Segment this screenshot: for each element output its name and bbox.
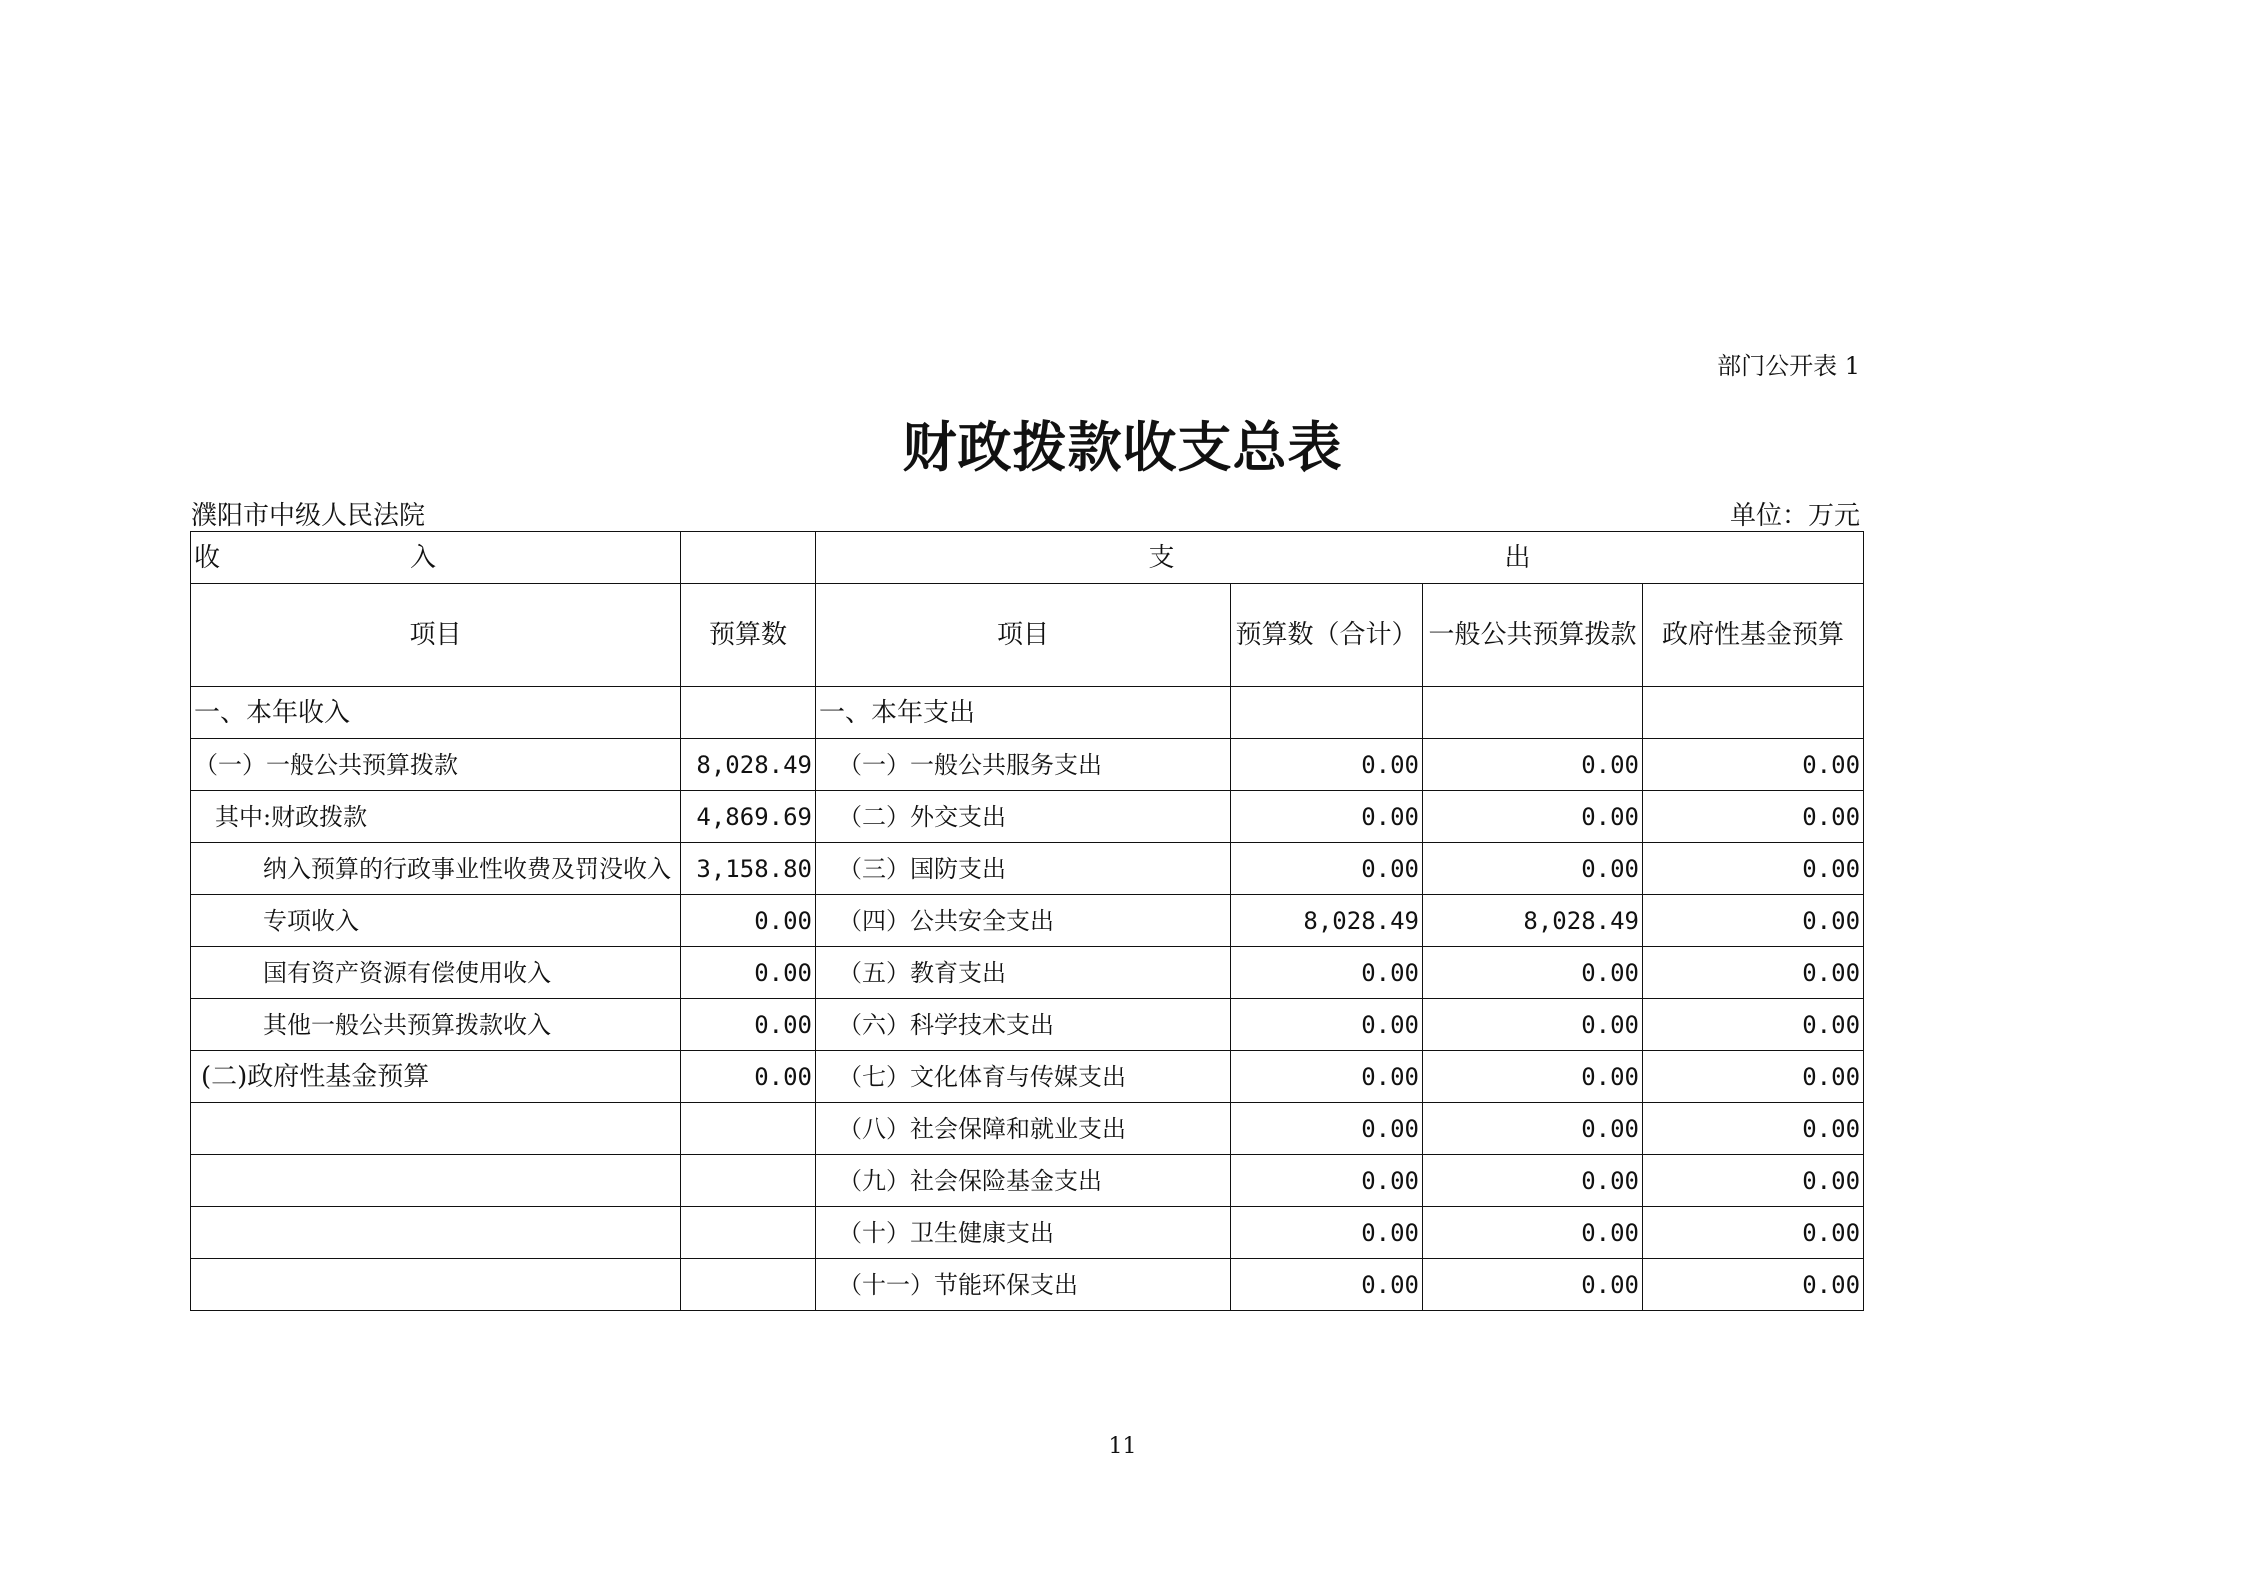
expense-total-cell: 0.00 — [1231, 999, 1423, 1051]
unit-label: 单位：万元 — [1729, 501, 1860, 531]
income-amount-cell — [681, 1207, 816, 1259]
income-item-cell: 其他一般公共预算拨款收入 — [191, 999, 681, 1051]
income-amount-cell — [681, 1155, 816, 1207]
income-header-blank — [681, 532, 816, 584]
income-amount-cell: 4,869.69 — [681, 791, 816, 843]
table-row — [191, 999, 1864, 1051]
expense-total-cell: 0.00 — [1231, 1103, 1423, 1155]
income-amount-cell: 3,158.80 — [681, 843, 816, 895]
section-header-row — [191, 532, 1864, 584]
fund-budget-cell: 0.00 — [1643, 843, 1864, 895]
table-row — [191, 687, 1864, 739]
general-budget-cell: 0.00 — [1423, 791, 1643, 843]
income-section-header — [191, 532, 681, 584]
expense-item-cell: （四）公共安全支出 — [816, 895, 1231, 947]
column-header-row — [191, 584, 1864, 687]
table-row — [191, 1207, 1864, 1259]
income-amount-cell: 0.00 — [681, 1051, 816, 1103]
fund-budget-cell — [1643, 687, 1864, 739]
expense-total-cell: 0.00 — [1231, 1051, 1423, 1103]
expense-label-a: 支 — [1148, 542, 1175, 573]
table-row — [191, 1051, 1864, 1103]
table-row — [191, 1103, 1864, 1155]
income-item-cell: 纳入预算的行政事业性收费及罚没收入 — [191, 843, 681, 895]
expense-item-cell: （一）一般公共服务支出 — [816, 739, 1231, 791]
header-income-amount: 预算数 — [681, 584, 816, 687]
income-item-cell: 专项收入 — [191, 895, 681, 947]
income-item-cell — [191, 1155, 681, 1207]
income-label-a: 收 — [194, 542, 221, 573]
table-row — [191, 895, 1864, 947]
fund-budget-cell: 0.00 — [1643, 1051, 1864, 1103]
fund-budget-cell: 0.00 — [1643, 999, 1864, 1051]
expense-label-b: 出 — [1504, 542, 1531, 573]
table-row — [191, 739, 1864, 791]
income-amount-cell — [681, 687, 816, 739]
budget-summary-table — [190, 531, 1864, 1311]
expense-total-cell: 0.00 — [1231, 843, 1423, 895]
expense-item-cell: （七）文化体育与传媒支出 — [816, 1051, 1231, 1103]
general-budget-cell: 8,028.49 — [1423, 895, 1643, 947]
header-expense-total: 预算数（合计） — [1231, 584, 1423, 687]
income-item-cell: 一、本年收入 — [191, 687, 681, 739]
general-budget-cell — [1423, 687, 1643, 739]
income-item-cell — [191, 1259, 681, 1311]
general-budget-cell: 0.00 — [1423, 1051, 1643, 1103]
income-item-cell: (二)政府性基金预算 — [191, 1051, 681, 1103]
income-amount-cell: 0.00 — [681, 947, 816, 999]
general-budget-cell: 0.00 — [1423, 1155, 1643, 1207]
expense-total-cell: 0.00 — [1231, 739, 1423, 791]
expense-total-cell: 8,028.49 — [1231, 895, 1423, 947]
expense-item-cell: （三）国防支出 — [816, 843, 1231, 895]
header-fund-budget: 政府性基金预算 — [1643, 584, 1864, 687]
income-item-cell: （一）一般公共预算拨款 — [191, 739, 681, 791]
fund-budget-cell: 0.00 — [1643, 1103, 1864, 1155]
expense-item-cell: （二）外交支出 — [816, 791, 1231, 843]
expense-total-cell: 0.00 — [1231, 1207, 1423, 1259]
expense-item-cell: （五）教育支出 — [816, 947, 1231, 999]
expense-section-header — [816, 532, 1864, 584]
header-income-item: 项目 — [191, 584, 681, 687]
fund-budget-cell: 0.00 — [1643, 895, 1864, 947]
expense-total-cell: 0.00 — [1231, 947, 1423, 999]
expense-total-cell: 0.00 — [1231, 1259, 1423, 1311]
income-item-cell — [191, 1207, 681, 1259]
table-row — [191, 1259, 1864, 1311]
income-label-b: 入 — [410, 542, 437, 573]
table-row — [191, 947, 1864, 999]
expense-total-cell: 0.00 — [1231, 791, 1423, 843]
table-row — [191, 843, 1864, 895]
expense-total-cell — [1231, 687, 1423, 739]
expense-item-cell: （八）社会保障和就业支出 — [816, 1103, 1231, 1155]
expense-item-cell: （十）卫生健康支出 — [816, 1207, 1231, 1259]
table-row — [191, 1155, 1864, 1207]
fund-budget-cell: 0.00 — [1643, 1207, 1864, 1259]
page-title: 财政拨款收支总表 — [902, 415, 1343, 479]
fund-budget-cell: 0.00 — [1643, 947, 1864, 999]
income-item-cell — [191, 1103, 681, 1155]
expense-item-cell: 一、本年支出 — [816, 687, 1231, 739]
organization-name: 濮阳市中级人民法院 — [191, 501, 426, 531]
general-budget-cell: 0.00 — [1423, 1259, 1643, 1311]
income-item-cell: 国有资产资源有偿使用收入 — [191, 947, 681, 999]
fund-budget-cell: 0.00 — [1643, 791, 1864, 843]
page-number: 11 — [1108, 1434, 1137, 1459]
expense-item-cell: （六）科学技术支出 — [816, 999, 1231, 1051]
general-budget-cell: 0.00 — [1423, 739, 1643, 791]
expense-total-cell: 0.00 — [1231, 1155, 1423, 1207]
fund-budget-cell: 0.00 — [1643, 739, 1864, 791]
income-amount-cell: 0.00 — [681, 999, 816, 1051]
document-reference: 部门公开表 1 — [1717, 352, 1860, 380]
table-row — [191, 791, 1864, 843]
general-budget-cell: 0.00 — [1423, 1207, 1643, 1259]
general-budget-cell: 0.00 — [1423, 843, 1643, 895]
income-amount-cell: 8,028.49 — [681, 739, 816, 791]
income-item-cell: 其中:财政拨款 — [191, 791, 681, 843]
general-budget-cell: 0.00 — [1423, 947, 1643, 999]
header-expense-item: 项目 — [816, 584, 1231, 687]
expense-item-cell: （十一）节能环保支出 — [816, 1259, 1231, 1311]
general-budget-cell: 0.00 — [1423, 999, 1643, 1051]
income-amount-cell: 0.00 — [681, 895, 816, 947]
expense-item-cell: （九）社会保险基金支出 — [816, 1155, 1231, 1207]
income-amount-cell — [681, 1103, 816, 1155]
header-general-budget: 一般公共预算拨款 — [1423, 584, 1643, 687]
income-amount-cell — [681, 1259, 816, 1311]
general-budget-cell: 0.00 — [1423, 1103, 1643, 1155]
fund-budget-cell: 0.00 — [1643, 1155, 1864, 1207]
fund-budget-cell: 0.00 — [1643, 1259, 1864, 1311]
